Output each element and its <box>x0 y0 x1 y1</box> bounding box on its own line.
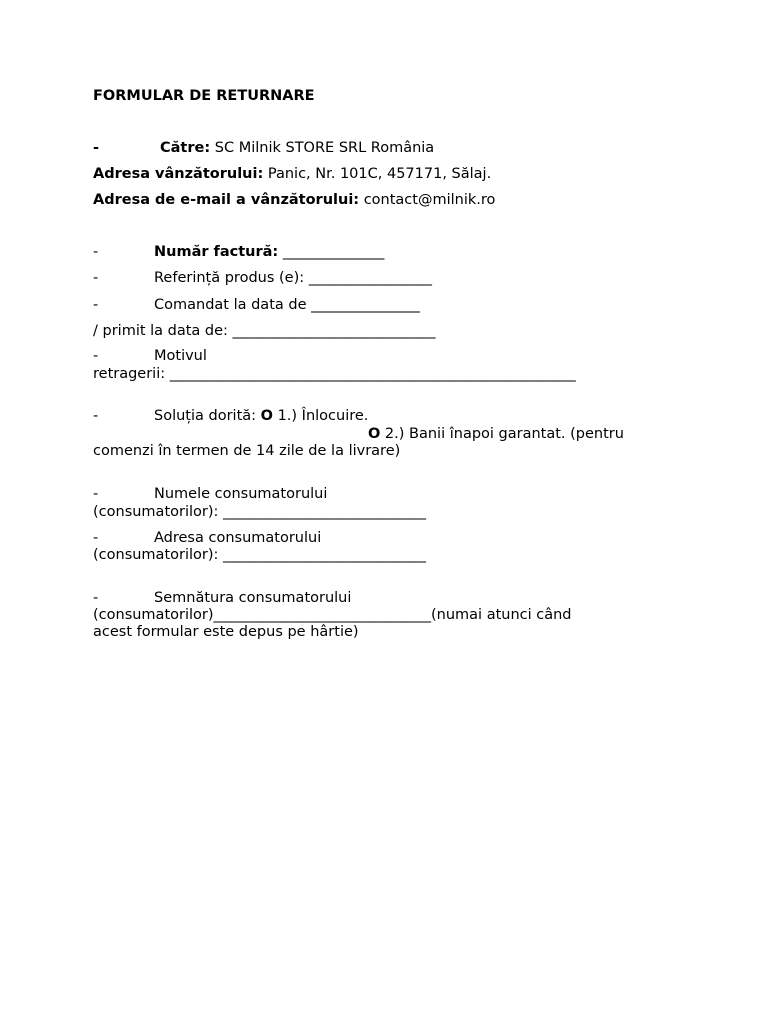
ordered-date-line[interactable]: Comandat la data de _______________ <box>154 297 420 313</box>
product-ref-dash: - <box>93 270 99 286</box>
option-1-text: 1.) Înlocuire. <box>272 408 369 424</box>
address-label: Adresa consumatorului <box>154 530 322 546</box>
invoice-label: Număr factură: <box>154 244 279 260</box>
option-2-continuation: comenzi în termen de 14 zile de la livrare) <box>93 443 401 459</box>
recipient-label: Către: <box>160 140 211 156</box>
seller-email-line <box>93 192 495 209</box>
address-line[interactable]: (consumatorilor): ____________________________ <box>93 547 427 563</box>
option-2-marker[interactable]: O <box>368 426 381 442</box>
solution-label: Soluția dorită: <box>154 408 261 424</box>
invoice-dash: - <box>93 244 99 260</box>
signature-note: acest formular este depus pe hârtie) <box>93 624 359 640</box>
seller-address-value: Panic, Nr. 101C, 457171, Sălaj. <box>263 166 492 182</box>
ordered-dash: - <box>93 297 99 313</box>
reason-line[interactable]: retragerii: ________________________________________________________ <box>93 366 576 382</box>
seller-address-label: Adresa vânzătorului: <box>93 166 264 182</box>
name-label: Numele consumatorului <box>154 486 328 502</box>
signature-label: Semnătura consumatorului <box>154 590 352 606</box>
reason-label: Motivul <box>154 348 207 364</box>
recipient-dash: - <box>93 140 100 156</box>
reason-dash: - <box>93 348 99 364</box>
invoice-line <box>154 244 384 261</box>
recipient-line <box>160 140 434 157</box>
option-2-text: 2.) Banii înapoi garantat. (pentru <box>380 426 624 442</box>
seller-email-value: contact@milnik.ro <box>359 192 496 208</box>
solution-dash: - <box>93 408 99 424</box>
form-title: FORMULAR DE RETURNARE <box>93 88 315 104</box>
invoice-blank[interactable]: ______________ <box>278 244 385 260</box>
solution-line <box>154 408 368 425</box>
option-1-marker[interactable]: O <box>260 408 273 424</box>
signature-line[interactable]: (consumatorilor)______________________________(numai atunci când <box>93 607 572 623</box>
option-2-line <box>368 426 624 443</box>
product-ref-line[interactable]: Referință produs (e): _________________ <box>154 270 432 286</box>
signature-dash: - <box>93 590 99 606</box>
seller-address-line <box>93 166 491 183</box>
address-dash: - <box>93 530 99 546</box>
recipient-value: SC Milnik STORE SRL România <box>210 140 435 156</box>
seller-email-label: Adresa de e-mail a vânzătorului: <box>93 192 360 208</box>
received-date-line[interactable]: / primit la data de: ____________________________ <box>93 323 436 339</box>
name-line[interactable]: (consumatorilor): ____________________________ <box>93 504 427 520</box>
name-dash: - <box>93 486 99 502</box>
